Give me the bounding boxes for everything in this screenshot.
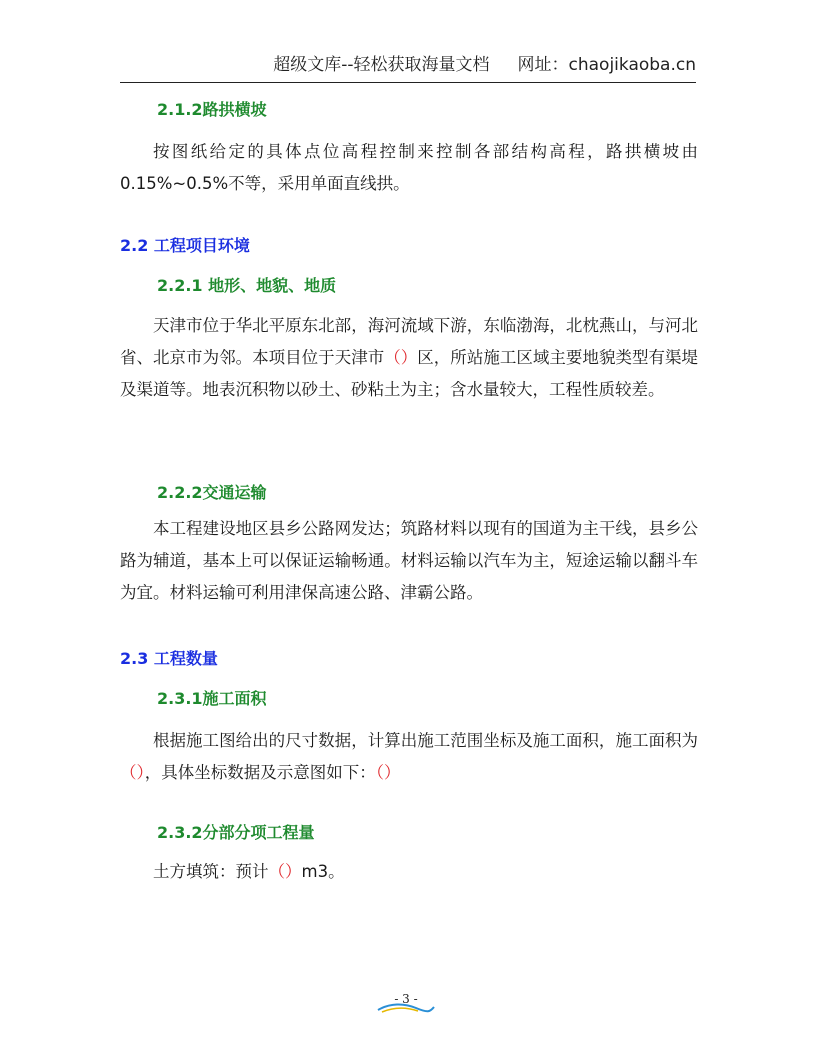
heading-2-3-2: 2.3.2分部分项工程量 — [157, 823, 315, 842]
terrain-text-a: 天津市位于华北平原东北部，海河流域下游，东临渤海，北枕燕山，与河北省、北京市为邻。本项目位于天津市 — [120, 316, 698, 367]
page-footer — [376, 992, 436, 1014]
page-number: - 3 - — [394, 992, 418, 1006]
paragraph-transport: 本工程建设地区县乡公路网发达；筑路材料以现有的国道为主干线，县乡公路为辅道，基本上可以保证运输畅通。材料运输以汽车为主，短途运输以翻斗车为宜。材料运输可利用津保高速公路、津霸公路。 — [120, 519, 698, 602]
heading-2-3: 2.3 工程数量 — [120, 649, 218, 668]
page-header — [120, 46, 696, 83]
earthwork-text-a: 土方填筑：预计 — [153, 862, 269, 881]
heading-2-2-2: 2.2.2交通运输 — [157, 483, 267, 502]
heading-2-1-2: 2.1.2路拱横坡 — [157, 100, 267, 119]
earthwork-text-b: m3。 — [301, 862, 345, 881]
district-placeholder: （） — [384, 348, 418, 367]
terrain-text-b: 区，所站施工区域主要地貌类型有渠堤及渠道等。地表沉积物以砂土、砂粘土为主；含水量较大，工程性质较差。 — [120, 348, 699, 399]
area-text-b: ，具体坐标数据及示意图如下： — [144, 763, 376, 782]
area-placeholder: （） — [120, 763, 145, 782]
paragraph-construction-area — [120, 725, 698, 789]
paragraph-earthwork — [120, 856, 698, 888]
paragraph-road-crown-slope: 按图纸给定的具体点位高程控制来控制各部结构高程，路拱横坡由0.15%~0.5%不等，采用单面直线拱。 — [120, 142, 698, 193]
header-title: 超级文库--轻松获取海量文档 — [273, 55, 490, 75]
figure-placeholder: （） — [375, 763, 401, 782]
paragraph-terrain — [120, 310, 698, 406]
area-text-a: 根据施工图给出的尺寸数据，计算出施工范围坐标及施工面积，施工面积为 — [153, 731, 698, 750]
heading-2-2-1: 2.2.1 地形、地貌、地质 — [157, 276, 337, 295]
heading-2-3-1: 2.3.1施工面积 — [157, 689, 267, 708]
heading-2-2: 2.2 工程项目环境 — [120, 236, 250, 255]
header-text — [273, 50, 696, 75]
header-url: 网址：chaojikaoba.cn — [517, 55, 696, 75]
earthwork-placeholder: （） — [268, 862, 302, 881]
